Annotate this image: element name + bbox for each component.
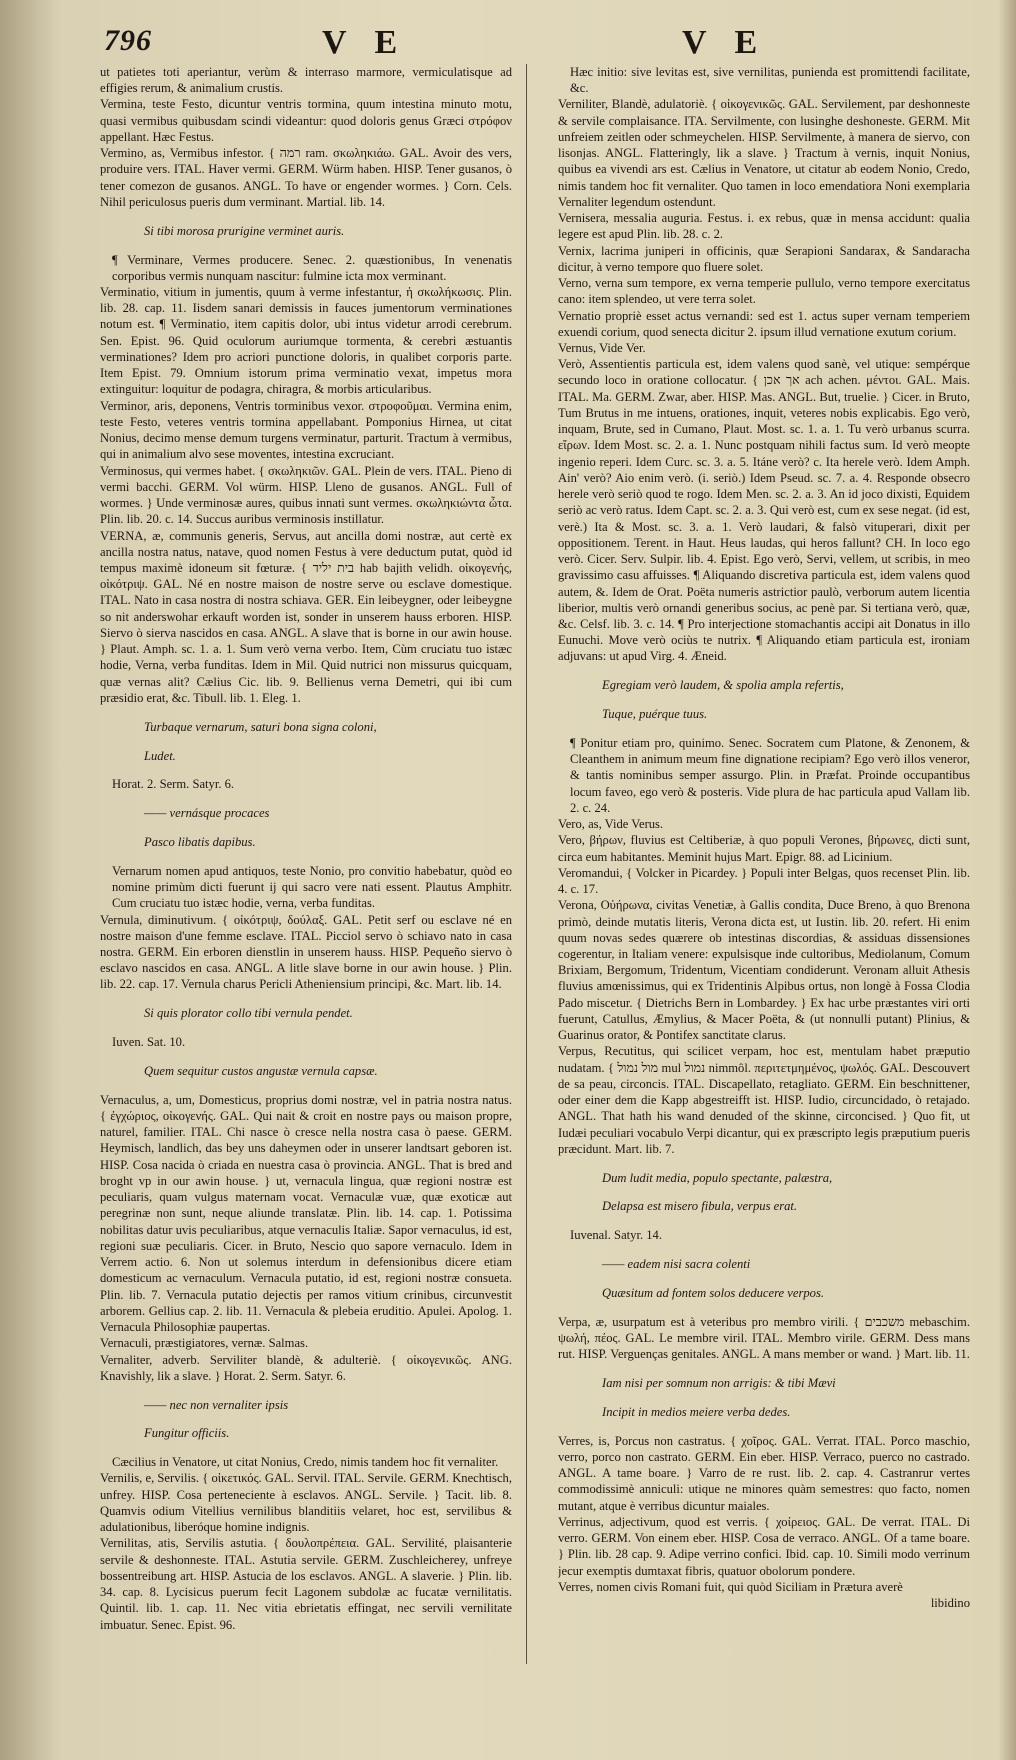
quotation: Fungitur officiis. [144, 1426, 230, 1441]
entry-vernilis: Vernilis, e, Servilis. { οἰκετικός. GAL. Servil. ITAL. Servile. GERM. Knechtisch, unfrey. HISP. Cosa perteneciente à esclavos. ANGL. Servile. } Tacit. lib. 8. Quamvis odium Vitellius vernilibus blanditiis velaret, hoc est, servilibus & adulationibus, liberóque homine indignis. [100, 1471, 512, 1535]
running-head-left: V E [322, 24, 408, 61]
entry-verniliter: Verniliter, Blandè, adulatoriè. { οἰκογενικῶς. GAL. Servilement, par deshonneste & servile complaisance. ITA. Servilmente, con lusinghe deshoneste. GERM. Mit unfreiem zeitlen oder schmeychelen. HISP. Servilmente, à manera de siervo, con lisonjas. ANGL. Flatteringly, lik a slave. } Tractum à vernis, inquit Nonius, quibus ea vivendi ars est. Cælius in Venatore, ut citatur ab eodem Nonio, Credo, nimis tandem hoc fit vernaliter. Quo tamen in loco emendatiora Noni exemplaria Vernaliter legendum ostendunt. [558, 97, 970, 209]
citation: Iuven. Sat. 10. [112, 1035, 186, 1050]
entry-vernus: Vernus, Vide Ver. [558, 340, 646, 355]
entry-vero-as: Vero, as, Vide Verus. [558, 817, 664, 832]
page-number: 796 [104, 24, 152, 57]
entry-vero-fluvius: Vero, βήρων, fluvius est Celtiberiæ, à quo populi Verones, βήρωνες, dicti sunt, circa eum habitantes. Meminit hujus Mart. Epigr. 88. ad Licinium. [558, 833, 970, 864]
quotation: Tuque, puérque tuus. [602, 707, 708, 722]
entry-vernix: Vernix, lacrima juniperi in officinis, quæ Serapioni Sandarax, & Sandaracha dicitur, à verno tempore quo fluere solet. [558, 243, 970, 274]
entry-verona: Verona, Οὐήρωνα, civitas Venetiæ, à Gallis condita, Duce Breno, à quo Brenona primò, deinde mutatis literis, Verona dicta est, ut Iustin. lib. 20. refert. Hi enim quum novas sedes quærere ob intestinas discordias, & assiduas dissensiones cogerentur, in Italiam venere: expulsisque inde cultoribus, Mediolanum, Comum Brixiam, Bergomum, Tridentum, Vicentiam condiderunt. Veronam alluit Athesis fluvius amœnissimus, qui ex Tridentinis Alpibus ortus, non longè à Fossa Clodia Pado miscetur. { Dietrichs Bern in Lombardey. } Ex hac urbe præstantes viri orti fuerunt, Catullus, Æmylius, & Macer Poëta, & (ut nonnulli putant) Plinius, & Guarinus orator, & Pontifex sanctitate clarus. [558, 898, 970, 1043]
entry-vernaliter: Vernaliter, adverb. Serviliter blandè, & adulteriè. { οἰκογενικῶς. ANG. Knavishly, lik a slave. } Horat. 2. Serm. Satyr. 6. [100, 1352, 512, 1383]
entry-verminare: ¶ Verminare, Vermes producere. Senec. 2. quæstionibus, In venenatis corporibus vermis nunquam nascitur: fulmine icta mox verminant. [112, 252, 512, 283]
entry-verres: Verres, is, Porcus non castratus. { χοῖρος. GAL. Verrat. ITAL. Porco maschio, verro, porco non castrato. GERM. Ein eber. HISP. Verraco, puerco no castrado. ANGL. A tame boare. } Varro de re rust. lib. 2. cap. 4. Castranrur vertes commodissimè anniculi: utique ne minores quàm semestres: quo facto, nomen mutant, atque è verribus dicuntur maiales. [558, 1433, 970, 1513]
continuation-text: ut patietes toti aperiantur, verùm & interraso marmore, vermiculatisque ad effigies rerum, & animalium crustis. [100, 65, 512, 96]
entry-vernaculi: Vernaculi, præstigiatores, vernæ. Salmas. [100, 1336, 309, 1351]
entry-verrinus: Verrinus, adjectivum, quod est verris. { χοίρειος. GAL. De verrat. ITAL. Di verro. GERM. Von einem eber. HISP. Cosa de verraco. ANGL. Of a tame boare. } Plin. lib. 28 cap. 9. Adipe verrino confici. Ibid. cap. 10. Simili modo verrinum jecur exemptis dumtaxat fibris, quatuor obolorum pondere. [558, 1514, 970, 1578]
entry-veromandui: Veromandui, { Volcker in Picardey. } Populi inter Belgas, quos recenset Plin. lib. 4. c. 17. [558, 865, 970, 897]
entry-verpa: Verpa, æ, usurpatum est à veteribus pro membro virili. { משכבים mebaschim. ψωλή, πέος. GAL. Le membre viril. ITAL. Membro virile. GERM. Dess mans rut. HISP. Verguenças genitales. ANGL. A mans member or wand. } Mart. lib. 11. [558, 1314, 970, 1362]
entry-vermino: Vermino, as, Vermibus infestor. { רמה ram. σκωληκιάω. GAL. Avoir des vers, produire vers. ITAL. Haver vermi. GERM. Würm haben. HISP. Tener gusanos, ò tener comezon de gusanos. ANGL. To have or engender wormes. } Corn. Cels. Nihil periculosus pueris dum verminant. Martial. lib. 14. [100, 146, 512, 209]
entry-vernatio: Vernatio propriè esset actus vernandi: sed est 1. actus super vernam temperiem exuendi corium, quod senecta dicitur 2. ipsum illud vernatione exutum corium. [558, 308, 970, 339]
entry-vernisera: Vernisera, messalia auguria. Festus. i. ex rebus, quæ in mensa accidunt: qualia legere est apud Plin. lib. 28. c. 2. [558, 211, 970, 242]
quotation: —— nec non vernaliter ipsis [144, 1397, 289, 1412]
quotation: —— eadem nisi sacra colenti [602, 1257, 751, 1272]
running-head-right: V E [682, 24, 768, 61]
entry-vernarum: Vernarum nomen apud antiquos, teste Nonio, pro convitio habebatur, quòd eo nomine primùm dicti fuerunt ij qui sacro vere nati essent. Plautus Amphitr. Cum cruciatu tuo istæc hodie, verna, verba funditas. [112, 863, 512, 911]
quotation: Iam nisi per somnum non arrigis: & tibi Mævi [602, 1376, 836, 1391]
quotation: Si quis plorator collo tibi vernula pendet. [144, 1006, 353, 1021]
entry-verno: Verno, verna sum tempore, ex verna temperie pullulo, verno tempore exercitatus cano: item splendeo, ut vere terra solet. [558, 276, 970, 307]
entry-vero: Verò, Assentientis particula est, idem valens quod sanè, vel utique: sempérque secundo loco in oratione collocatur. { אך אכן ach achen. μέντοι. GAL. Mais. ITAL. Ma. GERM. Zwar, aber. HISP. Mas. ANGL. But, truelie. } Cicer. in Bruto, Tum Brutus in me intuens, orationes, inquit, veteres nobis explicabis. Ego verò, inquam, Brute, sed in Cumano, Plaut. Most. sc. 1. a. 1. Tu verò urbanus scurra. εἴρων. Idem Most. sc. 2. a. 1. Nunc postquam nihili factus sum. Id verò meopte ingenio reperi. Idem Curc. sc. 3. a. 5. Itáne verò? c. Ita herele verò. Idem Amph. Ain' verò? Aio enim verò. (i. seriò.) Idem Pseud. sc. 7. a. 4. Responde obsecro herele verò seriò quod te rogo. Idem Men. sc. 2. a. 3. An id joco dixisti, Equidem seriò ac verò ratus. Idem Capt. sc. 2. a. 3. Qui verò est, cum ex sese negat. (id est, verè.) Ita & Most. sc. 3. a. 1. Verò laudari, & falsò vituperari, dixit per oppositionem. Terent. in Haut. Heus laudas, qui heros fallunt? CH. In loco ego verò. Cicer. Serv. Sulpir. lib. 4. Epist. Ego verò, Servi, vellem, ut scribis, in meo gravissimo casu affuisses. ¶ Aliquando discretiva particula est, idem valens quod autem, &. Idem de Orat. Poëta numeris astrictior paulò, verborum autem licentia liberior, multis verò ornandi generibus socius, ac penè par. Si tertiana verò, quæ, &c. Celsf. lib. 3. c. 14. ¶ Pro interjectione stomachantis accipi ait Donatus in illo Eunuchi. Move verò ociùs te nutrix. ¶ Aliquando etiam particula est, ironiam adjuvans: ut apud Virg. 4. Æneid. [558, 357, 970, 664]
entry-vernaculus: Vernaculus, a, um, Domesticus, proprius domi nostræ, vel in patria nostra natus. { ἐγχώριος, οἰκογενής. GAL. Qui nait & croit en nostre pays ou maison propre, naturel, familier. ITAL. Chi nasce ò cresce nella nostra casa ò paese. GERM. Heymisch, landlich, das bey uns daheymen oder in unserer landtsart geboren ist. HISP. Cosa nacida ò criada en nuestra casa ò provincia. ANGL. That is bred and broght vp in our awin house. } ut, vernacula lingua, quæ regioni nostræ est peculiaris, quam vulgus maternam vocat. Vernaculæ vuæ, quæ exoticæ aut peregrinæ non sunt, neque aliunde translatæ. Plin. lib. 14. cap. 1. Potissima nobilitas datur uvis peculiaribus, atque vernaculis Italiæ. Sapor vernaculus, id est, regioni suæ peculiaris. Cicer. in Bruto, Nescio quo sapore vernaculo. Idem in Verrem actio. 6. Non ut solemus interdum in defensionibus dicere etiam domesticum ac vernaculum. Vernacula putatio, id est, regioni nostræ consueta. Plin. lib. 7. Vernacula putatio dejectis per ramos vitium crinibus, circunvestit arborem. Gellius cap. 2. lib. 11. Vernacula & plebeia eruditio. Apulei. Apolog. 1. Vernacula Philosophiæ paupertas. [100, 1092, 512, 1335]
entry-verna: VERNA, æ, communis generis, Servus, aut ancilla domi nostræ, aut certè ex ancilla nostra natus, natave, quod nomen Festus à vere deductum putat, quòd id tempus maximè idoneum sit fœturæ. { בית יליד hab bajith velidh. οἰκογενής, οἰκότριψ. GAL. Né en nostre maison de nostre serve ou esclave domestique. ITAL. Nato in casa nostra di nostra schiava. GER. Ein leibeygner, oder leibeygne so nit anderswohar erkauft worden ist, sonder in unserem hauss erboren. HISP. Siervo ò sierva nascidos en casa. ANGL. A slave that is borne in our awin house. } Plaut. Amph. sc. 1. a. 1. Sum verò verna verbo. Item, Cùm cruciatu tuo istæc hodie, Verna, verba funditas. Idem in Mil. Quid nutrici non missurus quicquam, quæ vernas alit? Cælius Cic. lib. 9. Bellienus verna Demetri, qui ibi cum præsidio erat, &c. Tibull. lib. 1. Eleg. 1. [100, 528, 512, 705]
quotation: Turbaque vernarum, saturi bona signa coloni, [144, 719, 377, 734]
left-column [100, 64, 512, 1744]
entry-verres-nomen: Verres, nomen civis Romani fuit, qui quòd Siciliam in Prætura averè [558, 1579, 903, 1594]
entry-verminatio: Verminatio, vitium in jumentis, quum à verme infestantur, ἡ σκωλήκωσις. Plin. lib. 28. cap. 11. Iisdem sanari demissis in fauces jumentorum verminationes notum est. ¶ Verminatio, item capitis dolor, ubi intus videtur arrodi cerebrum. Sen. Epist. 96. Quid oculorum auriumque tormenta, & cerebri æstuantis verminationes? Idem pro acriori punctione doloris, in qualibet corporis parte. Item Epist. 79. Omnium istorum prima verminatio vexat, impetus mora extinguitur: loquitur de podagra, chiragra, & morbis articularibus. [100, 285, 512, 397]
catchword: libidino [930, 1596, 970, 1611]
quotation: Dum ludit media, populo spectante, palæstra, [602, 1170, 833, 1185]
quotation: Ludet. [144, 748, 176, 763]
quotation: Si tibi morosa prurigine verminet auris. [144, 223, 345, 238]
quotation: —— vernásque procaces [144, 806, 270, 821]
quotation: Egregiam verò laudem, & spolia ampla refertis, [602, 678, 844, 693]
page-edge-shadow [0, 0, 60, 1760]
quotation: Quem sequitur custos angustæ vernula capsæ. [144, 1063, 378, 1078]
entry-verminosus: Verminosus, qui vermes habet. { σκωληκιῶν. GAL. Plein de vers. ITAL. Pieno di vermi bacchi. GERM. Vol würm. HISP. Lleno de gusanos. ANGL. Full of wormes. } Unde verminosæ aures, quibus innati sunt vermes. σκωληκιώντα ὦτα. Plin. lib. 20. c. 14. Succus auribus verminosis instillatur. [100, 463, 512, 527]
entry-verminor: Verminor, aris, deponens, Ventris torminibus vexor. στροφοῦμαι. Vermina enim, teste Festo, veteres ventris tormina appellabant. Pomponius Hirnea, ut citat Nonius, decimo mense demum turgens verminatur, parturit. Tractum à vermibus, qui in animalium alvo sese moventes, intestina excruciant. [100, 398, 512, 462]
citation: Iuvenal. Satyr. 14. [570, 1228, 662, 1243]
entry-vernilitas: Vernilitas, atis, Servilis astutia. { δουλοπρέπεια. GAL. Servilité, plaisanterie servile & deshonneste. ITAL. Astutia servile. GERM. Zuschleicherey, unfreye bossentreibung art. HISP. Astucia de los esclavos. ANGL. A slaverie. } Plin. lib. 34. cap. 8. Lycisicus puerum fecit Lagonem subdolæ ac fucatæ vernilitatis. Quintil. lib. 1. cap. 11. Nec vitia ebrietatis effingat, nec servili vernilitate imbuatur. Senec. Epist. 96. [100, 1536, 512, 1632]
quotation: Quæsitum ad fontem solos deducere verpos. [602, 1285, 824, 1300]
entry-verpus: Verpus, Recutitus, qui scilicet verpam, hoc est, mentulam habet præputio nudatam. { מול נמול mul נמול nimmôl. περιτετμημένος, ψωλός. GAL. Descouvert de sa peau, circoncis. ITAL. Discapellato, retagliato. GERM. Ein beschnittener, oder einer dem die Kapp abgestreifft ist. HISP. Iudio, circuncidado, ò retajado. ANGL. That hath his wand denuded of the skinne, circoncised. } Quo fit, ut Iudæi peculiari vocabulo Verpi dicantur, qui ex præscripto legis præputium pueris præcidunt. Mart. lib. 7. [558, 1044, 970, 1156]
quotation: Delapsa est misero fibula, verpus erat. [602, 1199, 798, 1214]
page-edge-shadow [998, 0, 1016, 1760]
entry-vermina: Vermina, teste Festo, dicuntur ventris tormina, quum intestina minuto motu, quasi vermibus quibusdam scindi videantur: quod doloris genus Græci στρόφον appellant. Hæc Festus. [100, 97, 512, 144]
entry-vernula: Vernula, diminutivum. { οἰκότριψ, δούλαξ. GAL. Petit serf ou esclave né en nostre maison d'une femme esclave. ITAL. Picciol servo ò schiavo nato in casa nostra. GERM. Ein erboren dienstlin in unserem hauss. HISP. Pequeño siervo ò esclavo nascidos en casa. ANGL. A litle slave borne in our awin house. } Plin. lib. 22. cap. 17. Vernula charus Pericli Atheniensium principi, &c. Mart. lib. 14. [100, 912, 512, 992]
citation: Horat. 2. Serm. Satyr. 6. [112, 777, 235, 792]
quotation: Pasco libatis dapibus. [144, 835, 256, 849]
right-column [558, 64, 970, 1744]
citation: Cæcilius in Venatore, ut citat Nonius, Credo, nimis tandem hoc fit vernaliter. [112, 1455, 499, 1470]
entry-vero-quinimo: ¶ Ponitur etiam pro, quinimo. Senec. Socratem cum Platone, & Zenonem, & Cleanthem in animum meum fine dignatione recipiam? Ego verò illos veneror, & tantis nominibus semper assurgo. Plin. in Præfat. Proinde occupantibus locum faveo, ego verò & posteris. Vide plura de hac particula apud Vallam lib. 2. c. 24. [570, 735, 970, 815]
quotation: Incipit in medios meiere verba dedes. [602, 1404, 791, 1419]
continuation-text: Hæc initio: sive levitas est, sive vernilitas, punienda est promittendi facilitate, &c. [570, 65, 970, 96]
column-divider [526, 64, 527, 1664]
